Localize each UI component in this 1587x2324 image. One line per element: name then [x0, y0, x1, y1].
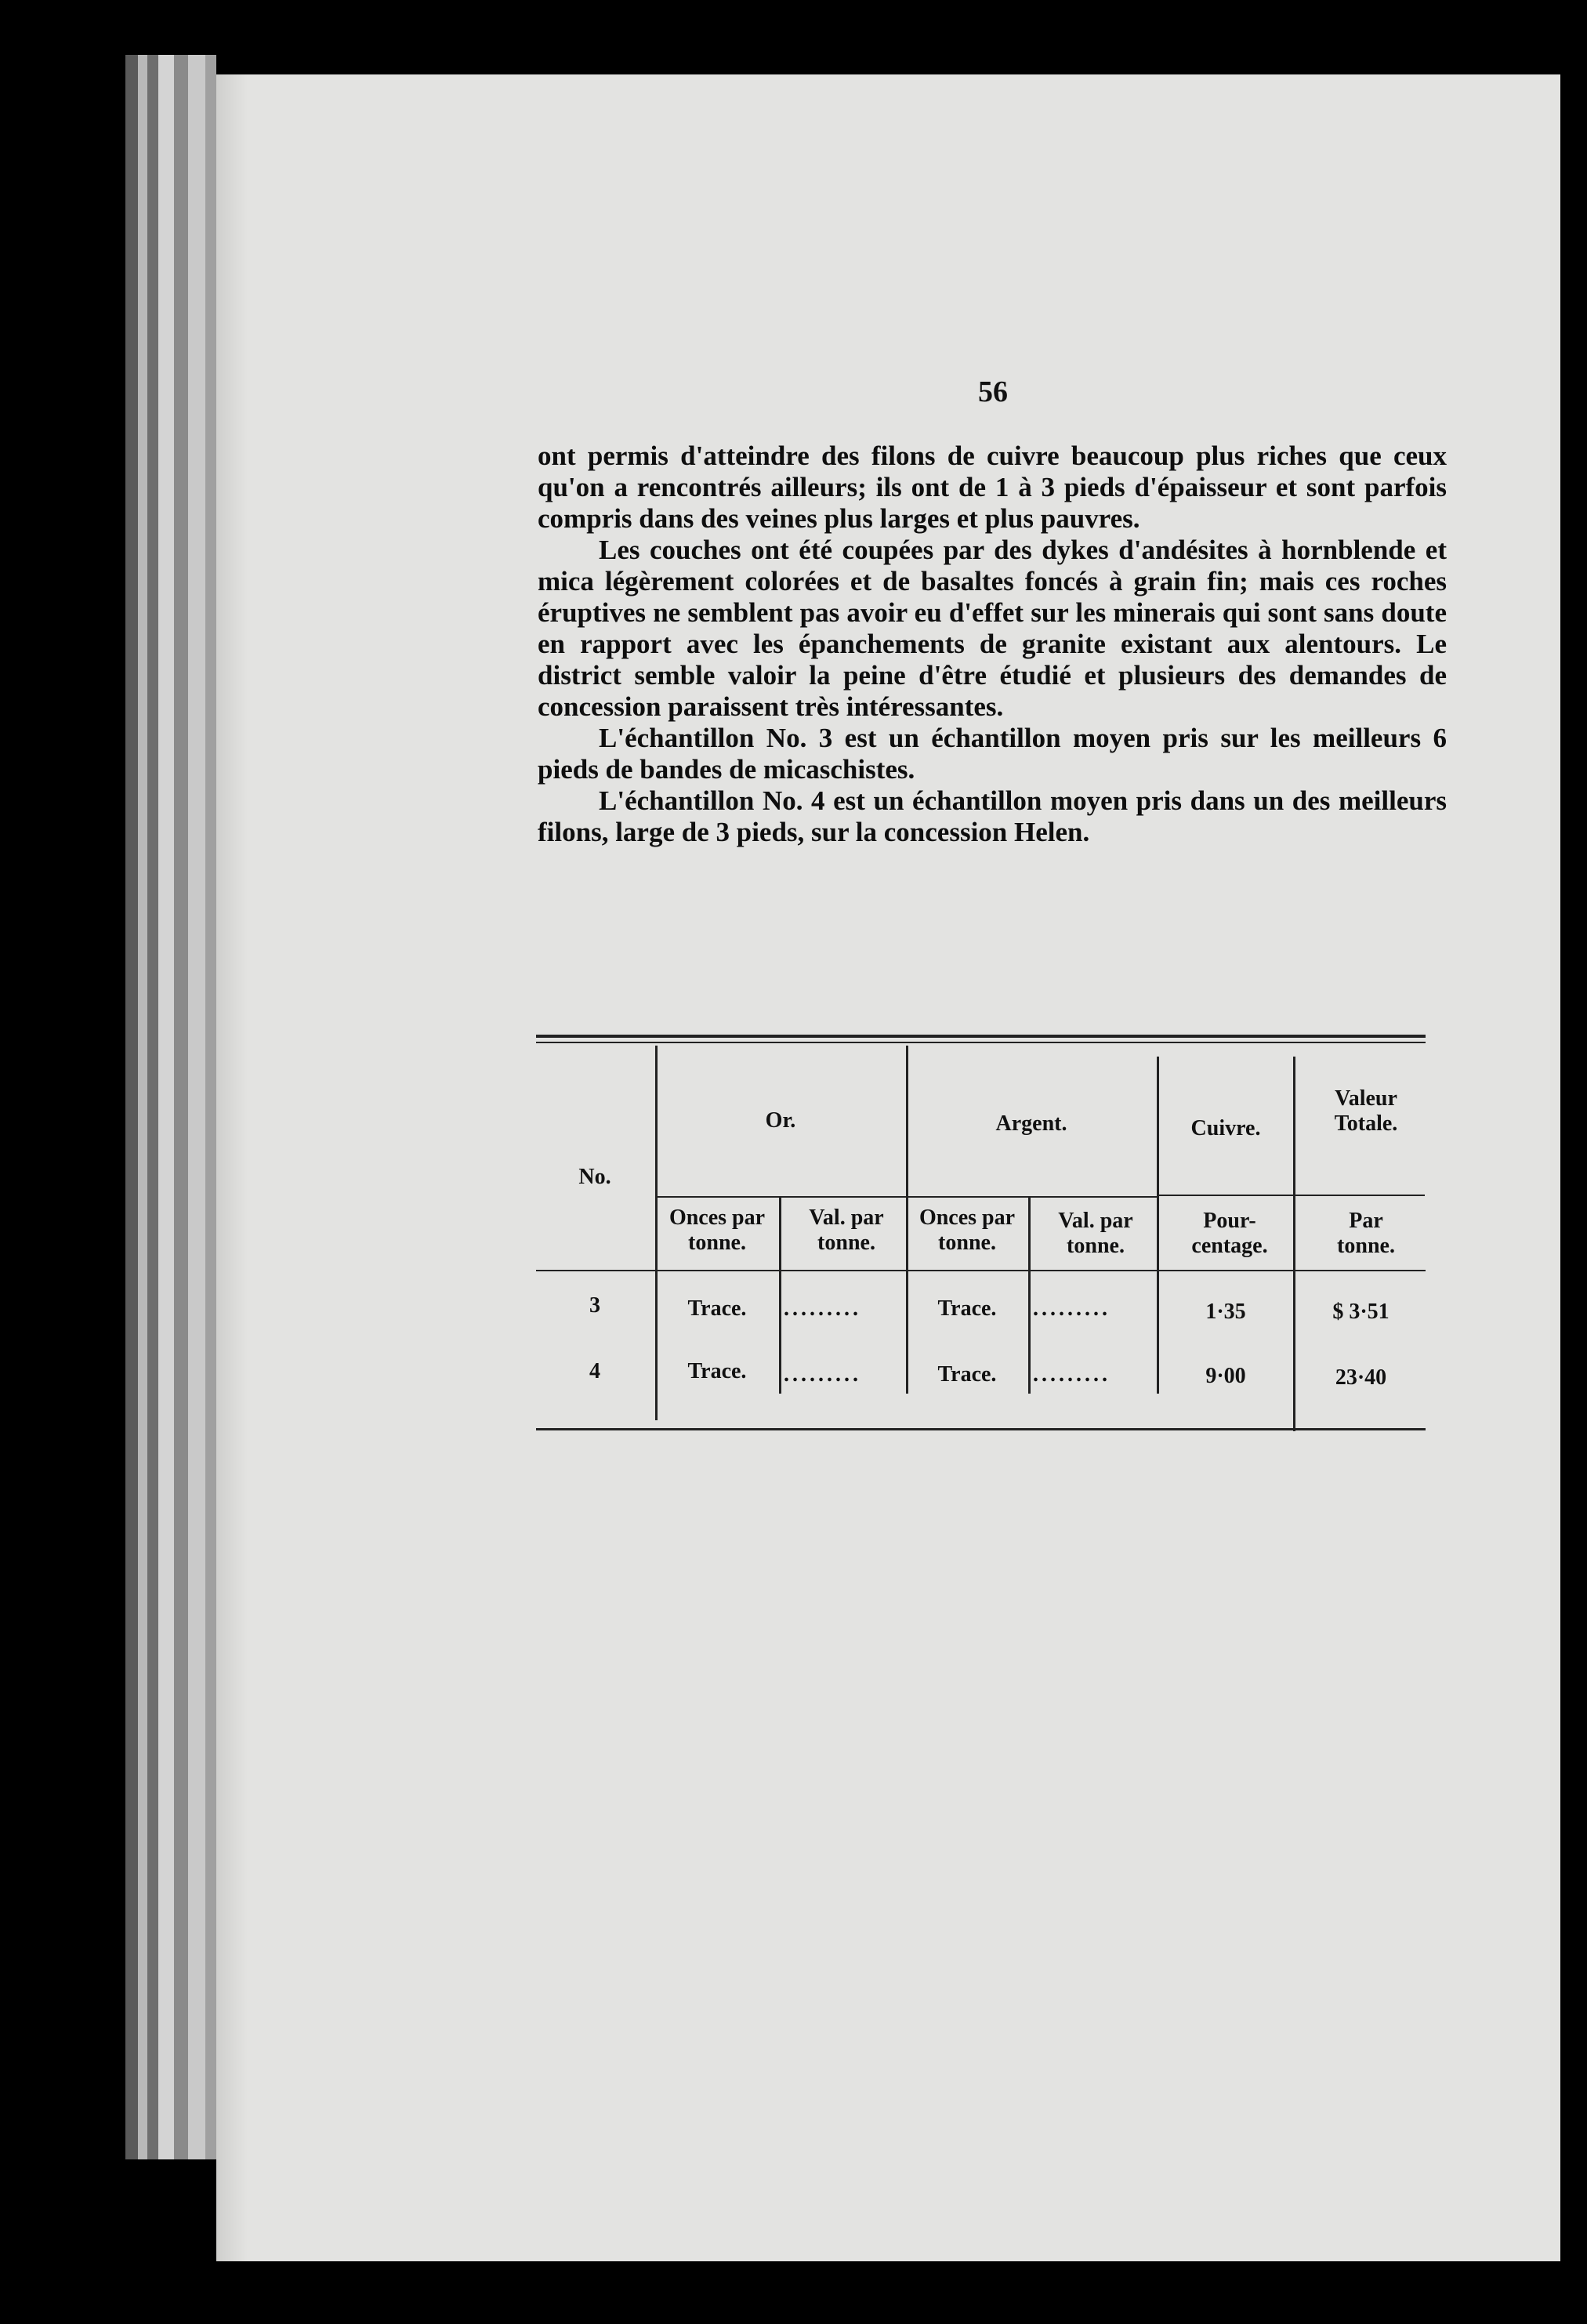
row-4-argent-onces: Trace. [937, 1362, 997, 1387]
paragraph-2: Les couches ont été coupées par des dykes d'andésites à hornblende et mica légèrement colorées et de basaltes foncés à grain fin; mais ces roches éruptives ne semblent pas avoir eu d'effet sur les minerais qui sont sans doute en rapport avec les épanchements de granite existant aux alentours. Le district semble valoir la peine d'être étudié et plusieurs des demandes de concession paraissent très intéressantes. [538, 535, 1447, 722]
header-or: Or. [765, 1108, 796, 1133]
subheader-val-or: Val. par tonne. [809, 1206, 884, 1255]
column-divider [1293, 1057, 1295, 1431]
row-3-or-onces: Trace. [687, 1296, 747, 1321]
group-underline [655, 1196, 1157, 1198]
page-number: 56 [978, 375, 1008, 408]
column-divider [779, 1301, 781, 1394]
table-top-rule-thin [536, 1042, 1426, 1043]
row-4-cuivre: 9·00 [1205, 1364, 1246, 1388]
header-cuivre: Cuivre. [1190, 1116, 1261, 1140]
table-top-rule [536, 1035, 1426, 1038]
header-valeur: Valeur Totale. [1334, 1086, 1398, 1136]
assay-table [536, 1035, 1426, 1430]
row-3-no: 3 [589, 1293, 600, 1318]
subheader-pourcentage: Pour- centage. [1191, 1209, 1268, 1258]
row-3-argent-val: ......... [1033, 1296, 1111, 1321]
column-divider [779, 1198, 781, 1301]
paragraph-4: L'échantillon No. 4 est un échantillon moyen pris dans un des meilleurs filons, large de 3 pieds, sur la concession Helen. [538, 785, 1447, 847]
book-edge-strip [188, 55, 205, 2159]
book-edge-strip [158, 55, 174, 2159]
paragraph-1: ont permis d'atteindre des filons de cuivre beaucoup plus riches que ceux qu'on a rencontrés ailleurs; ils ont de 1 à 3 pieds d'épaisseur et sont parfois compris dans des veines plus larges et plus pauvres. [538, 441, 1447, 534]
group-underline [1157, 1195, 1425, 1196]
column-divider [1157, 1057, 1159, 1394]
row-3-valeur: $ 3·51 [1332, 1300, 1390, 1324]
row-4-argent-val: ......... [1033, 1362, 1111, 1387]
subheader-onces-argent: Onces par tonne. [919, 1206, 1016, 1255]
row-3-or-val: ......... [784, 1296, 861, 1321]
book-edge-strip [174, 55, 188, 2159]
subheader-par-tonne: Par tonne. [1337, 1209, 1395, 1258]
row-4-no: 4 [589, 1359, 600, 1383]
book-edge-strip [205, 55, 216, 2159]
subheader-val-argent: Val. par tonne. [1058, 1209, 1133, 1258]
row-3-cuivre: 1·35 [1205, 1300, 1246, 1324]
page-gutter-shadow [216, 74, 248, 2261]
row-4-valeur: 23·40 [1335, 1365, 1387, 1390]
header-argent: Argent. [995, 1111, 1067, 1136]
book-edge-strip [125, 55, 138, 2159]
header-no: No. [578, 1165, 611, 1189]
book-edge-strip [147, 55, 158, 2159]
row-4-or-val: ......... [784, 1362, 861, 1387]
table-bottom-rule [536, 1428, 1426, 1430]
subheader-onces-or: Onces par tonne. [668, 1206, 766, 1255]
book-edge-strip [138, 55, 147, 2159]
paragraph-3: L'échantillon No. 3 est un échantillon moyen pris sur les meilleurs 6 pieds de bandes de micaschistes. [538, 723, 1447, 785]
body-text [538, 441, 1447, 848]
row-4-or-onces: Trace. [687, 1359, 747, 1383]
row-3-argent-onces: Trace. [937, 1296, 997, 1321]
header-bottom-rule [536, 1270, 1426, 1271]
